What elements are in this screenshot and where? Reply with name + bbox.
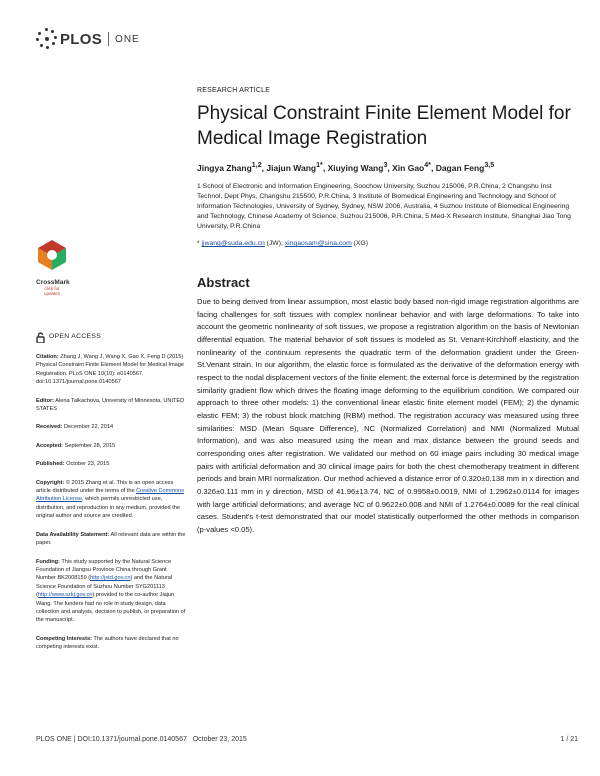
copyright-label: Copyright: [36, 479, 65, 486]
data-availability-text: All relevant data are within the paper. [36, 531, 186, 547]
corr-prefix: * [197, 240, 200, 247]
abstract-heading: Abstract [197, 275, 250, 290]
open-access-label [36, 332, 186, 343]
affiliations: 1 School of Electronic and Information Engineering, Soochow University, Suzhou 215006, P.R.China, 2 Changshu Inst Technol, Dept Phys, Changshu 215500, P.R.China, 3 Institute of Biomedical Engineering and Technology and School of Information Technologies, University of Sydney, Sydney, NSW 2006, Australia, 4 Suzhou Institute of Biomedical Engineering and Technology, Chinese Academy of Science, Suzhou 215006, P.R.China, 5 Med-X Research Institute, Shanghai Jiao Tong University, P.R.China [197, 183, 571, 230]
published-block [36, 460, 186, 468]
published-label: Published: [36, 461, 65, 468]
corr-mid: (JW); [264, 240, 285, 247]
author-name[interactable]: Xin Gao [392, 162, 425, 173]
sidebar [36, 332, 186, 662]
corr-email-link[interactable]: jjwang@suda.edu.cn [201, 240, 265, 247]
received-block [36, 423, 186, 431]
corresponding-authors [197, 240, 577, 247]
page-number: 1 / 21 [560, 736, 578, 743]
funding-label: Funding: [36, 558, 60, 565]
author-affil-sup: 1,2 [251, 161, 262, 169]
crossmark-badge[interactable] [36, 238, 68, 296]
accepted-date: September 28, 2015 [63, 442, 116, 449]
logo-sub: ONE [115, 33, 140, 45]
accepted-block [36, 442, 186, 450]
crossmark-icon [36, 238, 68, 272]
article-type: RESEARCH ARTICLE [197, 87, 271, 94]
citation-label: Citation: [36, 354, 59, 360]
author-affil-sup: 4* [424, 161, 431, 169]
open-access-text: OPEN ACCESS [49, 333, 102, 341]
editor-block [36, 397, 186, 414]
received-label: Received: [36, 424, 63, 431]
copyright-block [36, 479, 186, 521]
competing-text: The authors have declared that no competing interests exist. [36, 635, 179, 651]
logo-divider [108, 32, 109, 46]
author-name[interactable]: Xiuying Wang [327, 162, 384, 173]
funding-text: ) and the Natural Science Foundation of Suzhou Number SYG201113 ( [36, 575, 173, 599]
competing-interests-block [36, 635, 186, 652]
corr-email-link[interactable]: xingaosam@sina.com [284, 240, 352, 247]
plos-dots-icon [36, 28, 58, 50]
data-availability-label: Data Availability Statement: [36, 531, 110, 538]
plos-one-logo[interactable] [36, 28, 140, 50]
competing-label: Competing Interests: [36, 635, 92, 642]
funding-text: This study supported by the Natural Science Foundation of Jiangsu Province China through Grant Number BK2008159 ( [36, 558, 172, 582]
logo-word: PLOS [60, 30, 103, 48]
author-name[interactable]: Dagan Feng [435, 162, 485, 173]
received-date: December 22, 2014 [62, 424, 114, 431]
footer-citation: PLOS ONE | DOI:10.1371/journal.pone.0140567 October 23, 2015 [36, 736, 247, 743]
corr-suffix: (XG) [351, 240, 368, 247]
copyright-text: , which permits unrestricted use, distribution, and reproduction in any medium, provided the original author and source are credited. [36, 496, 180, 520]
article-title: Physical Constraint Finite Element Model for Medical Image Registration [197, 103, 571, 149]
funding-link[interactable]: http://www.szkj.gov.cn [37, 592, 93, 599]
funding-link[interactable]: http://jstd.gov.cn [90, 575, 131, 582]
license-link[interactable]: Creative Commons Attribution License [36, 488, 184, 503]
abstract-text: Due to being derived from linear assumption, most elastic body based non-rigid image registration algorithms are facing challenges for soft tissues with complex nonlinear behavior and with large deformations. To take into account the geometric nonlinearity of soft tissues, we propose a registration algorithm on the basis of Newtonian differential equation. The material behavior of soft tissues is modeled as St. Venant-Kirchhoff elasticity, and the nonlinearity of the continuum represents the quadratic term of the deformation gradient under the Green- St.Venant strain. In our algorithm, the elastic force is formulated as the derivative of the deformation energy with respect to the nodal displacement vectors of the finite element; the external force is determined by the registration similarity gradient flow which drives the floating image deforming to the equilibrium condition. We compared our approach to three other models: 1) the conventional linear elastic finite element model (FEM); 2) the dynamic elastic FEM; 3) the robust block matching (RBM) method. The registration accuracy was measured using three similarities: MSD (Mean Square Difference), NC (Normalized Correlation) and NMI (Normalized Mutual Information), and was also measured using the mean and max distance between the ground seeds and corresponding ones after registration. We validated our method on 60 image pairs including 30 medical image pairs with artificial deformation and 30 clinical image pairs for both the chest chemotherapy treatment in different periods and brain MRI normalization. Our method achieved a distance error of 0.320±0.138 mm in x direction and 0.326±0.111 mm in y direction, MSD of 41.96±13.74, NC of 0.9958±0.0019, NMI of 1.2962±0.0114 for images with large artificial deformations; and average NC of 0.9622±0.008 and NMI of 1.2764±0.0089 for the real clinical cases. Student's t-test demonstrated that our model statistically outperformed the other methods in comparison (p-values <0.05). [197, 297, 579, 534]
author-affil-sup: 1* [316, 161, 323, 169]
funding-block [36, 558, 186, 625]
page-footer [36, 736, 578, 743]
editor-label: Editor: [36, 397, 55, 404]
editor-text: Alena Talkachova, University of Minnesota, UNITED STATES [36, 397, 185, 413]
author-name[interactable]: Jiajun Wang [266, 162, 317, 173]
accepted-label: Accepted: [36, 442, 64, 449]
crossmark-sub: click for updates [43, 286, 60, 296]
copyright-text: © 2015 Zhang et al. This is an open access article distributed under the terms of the [36, 479, 174, 495]
crossmark-title: CrossMark [36, 279, 70, 286]
citation-text: Zhang J, Wang J, Wang X, Gao X, Feng D (2015) Physical Constraint Finite Element Model for Medical Image Registration. PLoS ONE 10(10): e0140567. doi:10.1371/journal.pone.0140567 [36, 354, 184, 386]
author-affil-sup: 3 [383, 161, 388, 169]
funding-text: ) provided to the co-author Jiajun Wang. The funders had no role in study design, data collection and analysis, decision to publish, or preparation of the manuscript. [36, 592, 186, 624]
data-availability-block [36, 531, 186, 548]
author-list: Jingya Zhang$^{1,2}$, Jiajun Wang$^{1*}$, Xiuying Wang$^3$, Xin Gao$^{4*}$, Dagan Feng$^{3,5}$ [197, 161, 495, 173]
open-lock-icon [36, 332, 45, 343]
published-date: October 23, 2015 [64, 461, 110, 468]
citation-block [36, 353, 186, 387]
author-name[interactable]: Jingya Zhang [197, 162, 252, 173]
author-affil-sup: 3,5 [484, 161, 495, 169]
